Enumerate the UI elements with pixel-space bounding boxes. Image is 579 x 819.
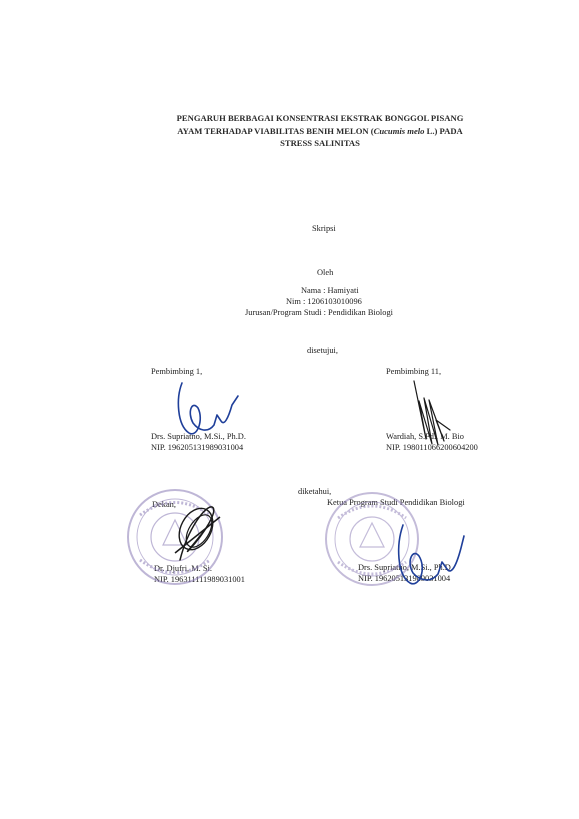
title-line-1: PENGARUH BERBAGAI KONSENTRASI EKSTRAK BONGGOL PISANG [176,113,464,123]
title-line-2-post: L.) PADA [424,125,463,136]
advisor2-label: Pembimbing 11, [386,367,442,376]
document-type: Skripsi [312,224,336,233]
advisor1-signature [178,383,238,434]
title-line-2-pre: AYAM TERHADAP VIABILITAS BENIH MELON ( [177,125,374,136]
advisor2-signature [414,381,450,445]
title-line-3: STRESS SALINITAS [280,138,360,148]
faculty-stamp [128,490,222,584]
approved-label: disetujui, [307,346,338,355]
head-name: Drs. Supriatno, M.Si., Ph.D. [358,563,453,572]
title-species: Cucumis melo [373,125,425,136]
by-label: Oleh [317,268,334,277]
student-program: Jurusan/Program Studi : Pendidikan Biologi [245,308,393,317]
advisor2-nip: NIP. 198011066200604200 [386,443,478,452]
known-label: diketahui, [298,487,332,496]
student-name: Nama : Hamiyati [301,286,359,295]
dean-nip: NIP. 196311111989031001 [154,575,245,584]
dean-label: Dekan, [152,500,176,509]
dean-name: Dr. Djufri, M. Si. [154,564,212,573]
program-stamp [326,493,418,585]
head-nip: NIP. 196205131989031004 [358,574,451,583]
student-nim: Nim : 1206103010096 [286,297,362,306]
advisor2-name: Wardiah, S.Pd., M. Bio [386,432,464,441]
advisor1-label: Pembimbing 1, [151,367,203,376]
advisor1-name: Drs. Supriatno, M.Si., Ph.D. [151,432,246,441]
advisor1-nip: NIP. 196205131989031004 [151,443,244,452]
head-label: Ketua Program Studi Pendidikan Biologi [327,498,465,507]
